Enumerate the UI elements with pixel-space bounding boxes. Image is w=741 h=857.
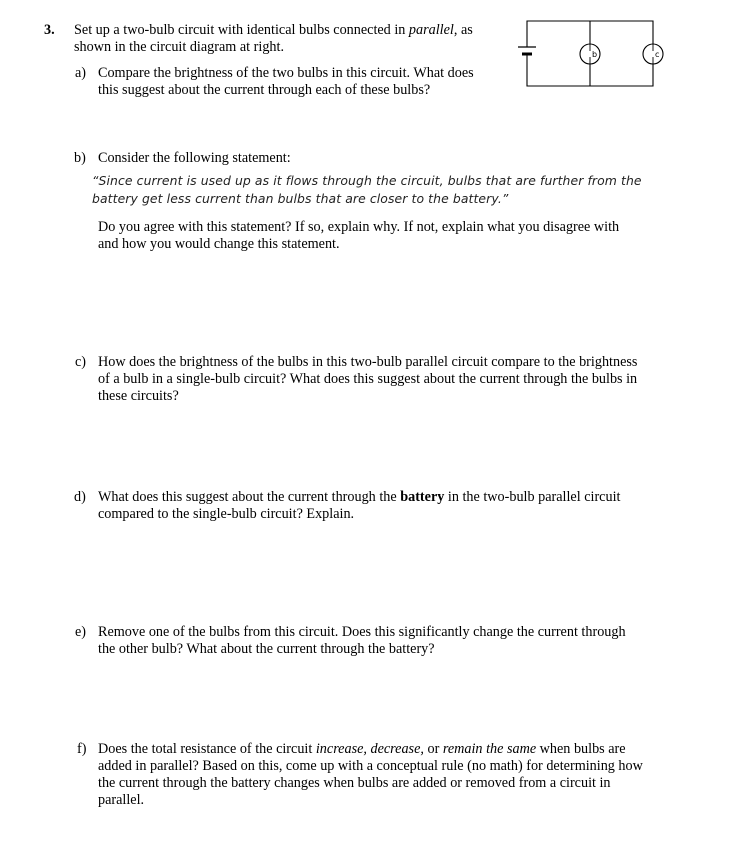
part-b-line1: Consider the following statement: — [98, 150, 291, 166]
intro-text-italic: parallel — [408, 22, 454, 38]
part-f-text-italic2: remain the same — [442, 741, 537, 757]
part-c-line3: these circuits? — [98, 388, 179, 404]
part-c-line1: How does the brightness of the bulbs in this two-bulb parallel circuit compare to the brightness — [98, 354, 638, 370]
part-b-line2: Do you agree with this statement? If so, explain why. If not, explain what you disagree with — [98, 219, 620, 235]
part-f-text-b: or — [423, 741, 443, 757]
part-a-line1: Compare the brightness of the two bulbs in this circuit. What does — [98, 65, 474, 81]
part-a-line2: this suggest about the current through each of these bulbs? — [98, 82, 431, 98]
part-d-line1 — [98, 489, 620, 506]
question-intro-line1 — [74, 22, 473, 39]
part-d-text-a: What does this suggest about the current through the — [98, 489, 401, 505]
part-e-line1: Remove one of the bulbs from this circuit. Does this significantly change the current through — [98, 624, 626, 640]
part-f-line4: parallel. — [98, 792, 145, 808]
part-e-label: e) — [75, 624, 87, 640]
part-f-text-a: Does the total resistance of the circuit — [98, 741, 316, 757]
part-a-label: a) — [75, 65, 87, 81]
bulb-c-label: c — [655, 50, 660, 59]
intro-text-b: , as — [453, 22, 473, 38]
part-b-label: b) — [74, 150, 86, 166]
part-b-line3: and how you would change this statement. — [98, 236, 340, 252]
part-f-line1 — [98, 741, 626, 758]
part-d-label: d) — [74, 489, 86, 505]
part-f-line2: added in parallel? Based on this, come up with a conceptual rule (no math) for determining how — [98, 758, 643, 774]
part-c-line2: of a bulb in a single-bulb circuit? What does this suggest about the current through the bulbs in — [98, 371, 638, 387]
question-number: 3. — [44, 22, 55, 38]
question-intro-line2: shown in the circuit diagram at right. — [74, 39, 284, 55]
part-d-text-b: in the two-bulb parallel circuit — [444, 489, 621, 505]
part-d-line2: compared to the single-bulb circuit? Explain. — [98, 506, 355, 522]
circuit-diagram — [512, 18, 672, 90]
intro-text-a: Set up a two-bulb circuit with identical bulbs connected in — [74, 22, 409, 38]
part-b-quote-line2: battery get less current than bulbs that are closer to the battery.” — [92, 191, 509, 206]
part-c-label: c) — [75, 354, 87, 370]
part-f-text-italic1: increase, decrease, — [315, 741, 424, 757]
part-f-text-c: when bulbs are — [536, 741, 626, 757]
part-f-label: f) — [77, 741, 87, 757]
part-e-line2: the other bulb? What about the current through the battery? — [98, 641, 435, 657]
bulb-b-label: b — [592, 50, 598, 59]
part-f-line3: the current through the battery changes when bulbs are added or removed from a circuit in — [98, 775, 611, 791]
part-b-quote-line1: “Since current is used up as it flows through the circuit, bulbs that are further from the — [92, 173, 642, 188]
part-d-text-bold: battery — [400, 489, 445, 505]
